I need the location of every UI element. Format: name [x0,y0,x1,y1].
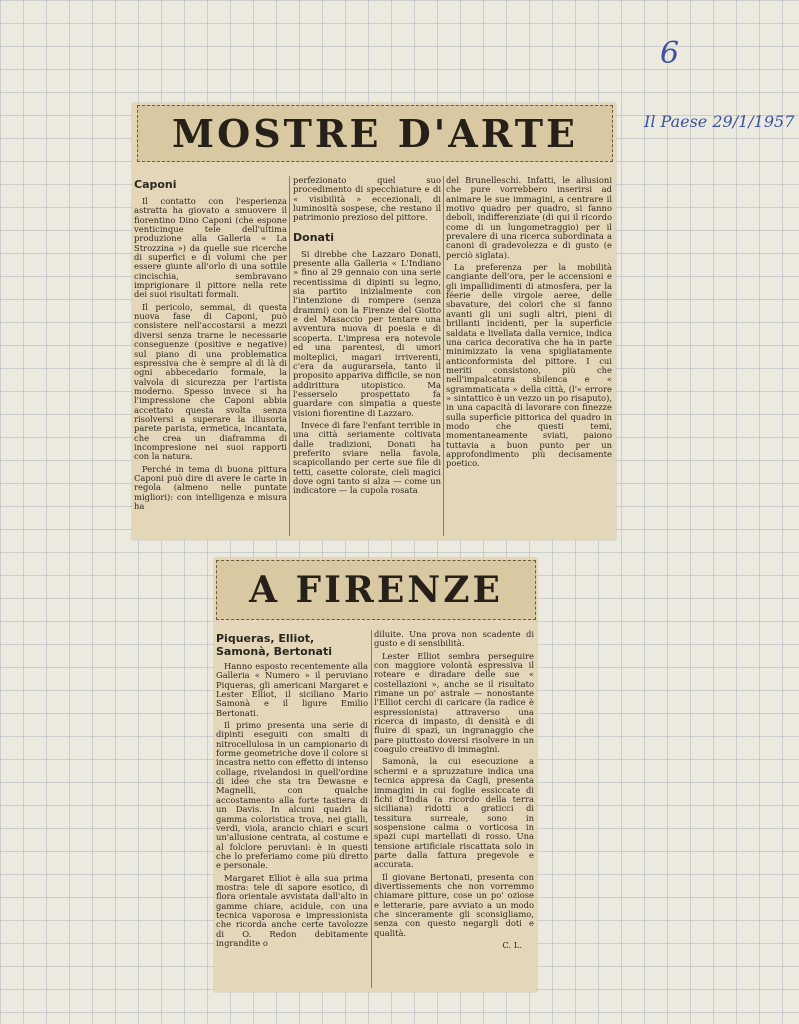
paragraph: Il primo presenta una serie di dipinti eseguiti con smalti di nitrocellulosa in un campionario di forme geometriche dove il colore si incastra netto con effetto di intenso collage, rivelandosi in quell'ordine di idee che sta tra Dewasne e Magnelli, con qualche accostamento alla forte tastiera di un Davis. In alcuni quadri la gamma coloristica trova, nei gialli, verdi, viola, arancio chiari e scuri un'allusione centrata, al costume e al folclore peruviani: è in questi che lo preferiamo come più diretto e personale. [216,720,368,871]
article-column [446,176,612,538]
article-column [134,176,287,538]
paragraph: Il giovane Bertonati, presenta con divertissements che non vorremmo chiamare pitture, cose un po' oziose e letterarie, pare avviato a un modo che sinceramente gli sconsigliamo, senza con questo negargli doti e qualità. [374,871,534,938]
article-column [293,176,441,538]
paragraph: Invece di fare l'enfant terrible in una città seriamente coltivata dalle tradizioni, Donati ha preferito sviare nella favola, scapicollando per certe sue file di tetti, casette colorate, cieli magici dove ogni tanto si alza — come un indicatore — la cupola rosata [293,419,441,496]
paragraph: Il pericolo, semmai, di questa nuova fase di Caponi, può consistere nell'accostarsi a mezzi diversi senza trarne le necessarie conseguenze (positive e negative) sul piano di una problematica espressiva che è sempre al di là di ogni abbecedario formale, la valvola di sicurezza per l'artista moderno. Spesso invece si ha l'impressione che Caponi abbia accettato questa svolta senza risolversi a superare la illusoria parete parista, ermetica, incantata, che crea un diaframma di incompresione nei suoi rapporti con la natura. [134,301,287,462]
section-heading-artists [216,632,368,658]
paragraph: perfezionato quel suo procedimento di specchiature e di « visibilità » eccezionali, di luminosità sospese, che restano il patrimonio prezioso del pittore. [293,176,441,223]
paragraph: del Brunelleschi. Infatti, le allusioni che pure vorrebbero inserirsi ad animare le sue immagini, a centrare il motivo quadro per quadro, si fanno deboli, indifferenziate (di qui il ricordo come di un lungometraggio) per il prevalere di una ricerca subordinata a canoni di gradevolezza e di gusto (e perciò siglata). [446,176,612,260]
paragraph: La preferenza per la mobilità cangiante dell'ora, per le accensioni e gli impallidimenti di atmosfera, per la féerie delle virgole aeree, delle sbavature, dei colori che si fanno avanti gli uni sugli altri, pieni di brillanti incidenti, per la superficie saldata e livellata dalla vernice, indica una carica decorativa che ha in parte minimizzato la vena spigliatamente anticonformista del pittore. I cui meriti consistono, più che nell'impalcatura sbilenca e « sgrammaticata » della città, (l'« errore » sintattico è un vezzo un po risaputo), in una capacità di lavorare con finezze sulla superficie pittorica del quadro in modo che questi temi, momentaneamente sviati, paiono tuttavia a buon punto per un approfondimento più decisamente poetico. [446,262,612,469]
paragraph: Il contatto con l'esperienza astratta ha giovato a smuovere il fiorentino Dino Caponi (che espone venticinque tele dell'ultima produzione alla Galleria « La Strozzina ») da quelle sue ricerche di superfici e di volumi che per essere giunte all'orlo di una sottile cincischia, sembravano imprigionare il pittore nella rete dei suoi risultati formali. [134,196,287,300]
handwritten-source-note: Il Paese 29/1/1957 [644,112,795,131]
article-column [374,630,534,990]
article-column [216,630,368,990]
page-number: 6 [660,36,680,71]
paragraph: Samonà, la cui esecuzione a schermi e a spruzzature indica una tecnica appresa da Cagli, presenta immagini in cui foglie essiccate di fichi d'India (a ricordo della terra siciliana) ridotti a graticci di tessitura surreale, sono in sospensione calma o vorticosa in spazi cupi martellati di rosso. Una tensione artificiale riscattata solo in parte dalla fattura pregevole e accurata. [374,756,534,870]
author-signature: C. L. [502,940,522,950]
heading-line: Samonà, Bertonati [216,645,332,658]
clipping-headline-firenze: A FIRENZE [216,560,536,620]
column-divider [443,176,444,536]
section-heading-caponi: Caponi [134,178,177,191]
heading-line: Piqueras, Elliot, [216,632,315,645]
paragraph: Lester Elliot sembra perseguire con maggiore volontà espressiva il roteare e diradare delle sue « costellazioni », anche se il risultato rimane un po' astrale — nonostante l'Elliot cerchi di caricare (la radice è espressionista) attraverso una ricerca di impasto, di densità e di fluire di spazi, un ingranaggio che pare piuttosto doversi risolvere in un coagulo creativo di immagini. [374,650,534,755]
column-divider [371,630,372,988]
paragraph: diluite. Una prova non scadente di gusto e di sensibilità. [374,630,534,649]
paragraph: Margaret Elliot è alla sua prima mostra: tele di sapore esotico, di flora orientale avvistata dall'alto in gamme chiare, acidule, con una tecnica vaporosa e impressionista che ricorda anche certe tavolozze di O. Redon debitamente ingrandite o [216,872,368,948]
clipping-headline-mostre: MOSTRE D'ARTE [137,105,613,162]
section-heading-donati: Donati [293,230,334,244]
column-divider [289,176,290,536]
paragraph: Si direbbe che Lazzaro Donati, presente alla Galleria « L'Indiano » fino al 29 gennaio con una serie recentissima di dipinti su legno, sia partito inizialmente con l'intenzione di rompere (senza drammi) con la Firenze del Giotto e del Masaccio per tentare una avventura nuova di poesia e di scoperta. L'impresa era notevole ed una parentesi, di umori molteplici, magari irriverenti, c'era da augurarsela, tanto il proposito appariva difficile, se non addirittura utopistico. Ma l'esserselo prospettato fa guardare con simpatia a queste visioni fiorentine di Lazzaro. [293,248,441,418]
paragraph: Perché in tema di buona pittura Caponi può dire di avere le carte in regola (almeno nelle puntate migliori): con intelligenza e misura ha [134,463,287,511]
paragraph: Hanno esposto recentemente alla Galleria « Numero » il peruviano Piqueras, gli americani Margaret e Lester Elliot, il siciliano Mario Samonà e il ligure Emilio Bertonati. [216,661,368,718]
